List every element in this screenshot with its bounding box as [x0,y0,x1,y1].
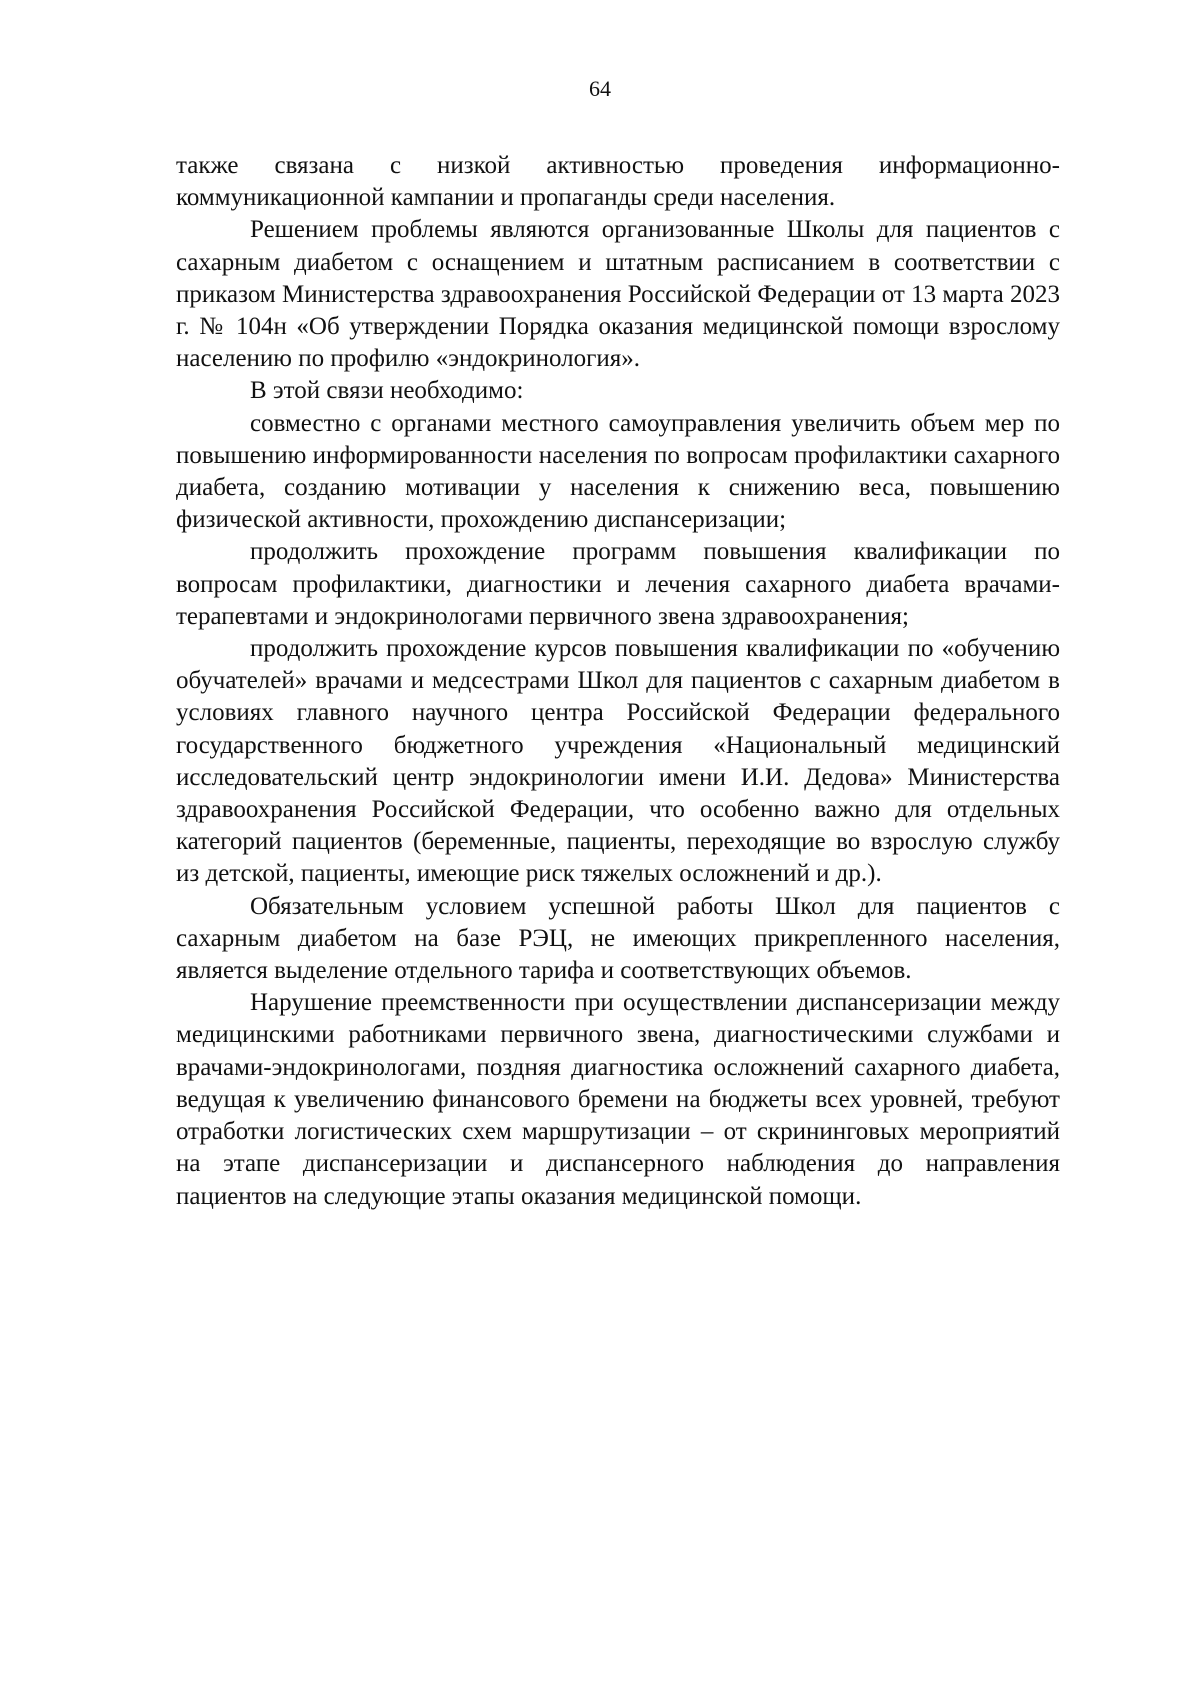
paragraph-solution: Решением проблемы являются организованные Школы для пациентов с сахарным диабетом с оснащением и штатным расписанием в соответствии с приказом Министерства здравоохранения Российской Федерации от 13 марта 2023 г. № 104н «Об утверждении Порядка оказания медицинской помощи взрослому населению по профилю «эндокринология». [176,216,1060,373]
page-number: 64 [589,76,611,101]
paragraph-continuation: также связана с низкой активностью проведения информационно-коммуникационной кампании и пропаганды среди населения. [176,152,1060,212]
paragraph-continuity: Нарушение преемственности при осуществлении диспансеризации между медицинскими работниками первичного звена, диагностическими службами и врачами-эндокринологами, поздняя диагностика осложнений сахарного диабета, ведущая к увеличению финансового бремени на бюджеты всех уровней, требуют отработки логистических схем маршрутизации – от скрининговых мероприятий на этапе диспансеризации и диспансерного наблюдения до направления пациентов на следующие этапы оказания медицинской помощи. [176,989,1060,1210]
paragraph-condition: Обязательным условием успешной работы Школ для пациентов с сахарным диабетом на базе РЭЦ, не имеющих прикрепленного населения, является выделение отдельного тарифа и соответствующих объемов. [176,892,1060,985]
paragraph-necessary: В этой связи необходимо: [250,377,524,405]
paragraph-measure-awareness: совместно с органами местного самоуправления увеличить объем мер по повышению информированности населения по вопросам профилактики сахарного диабета, созданию мотивации у населения к снижению веса, повышению физической активности, прохождению диспансеризации; [176,409,1060,534]
document-body [176,150,1060,1213]
paragraph-measure-courses: продолжить прохождение курсов повышения квалификации по «обучению обучателей» врачами и медсестрами Школ для пациентов с сахарным диабетом в условиях главного научного центра Российской Федерации федерального государственного бюджетного учреждения «Национальный медицинский исследовательский центр эндокринологии имени И.И. Дедова» Министерства здравоохранения Российской Федерации, что особенно важно для отдельных категорий пациентов (беременные, пациенты, переходящие во взрослую службу из детской, пациенты, имеющие риск тяжелых осложнений и др.). [176,635,1060,888]
paragraph-measure-qualification: продолжить прохождение программ повышения квалификации по вопросам профилактики, диагностики и лечения сахарного диабета врачами-терапевтами и эндокринологами первичного звена здравоохранения; [176,538,1060,630]
